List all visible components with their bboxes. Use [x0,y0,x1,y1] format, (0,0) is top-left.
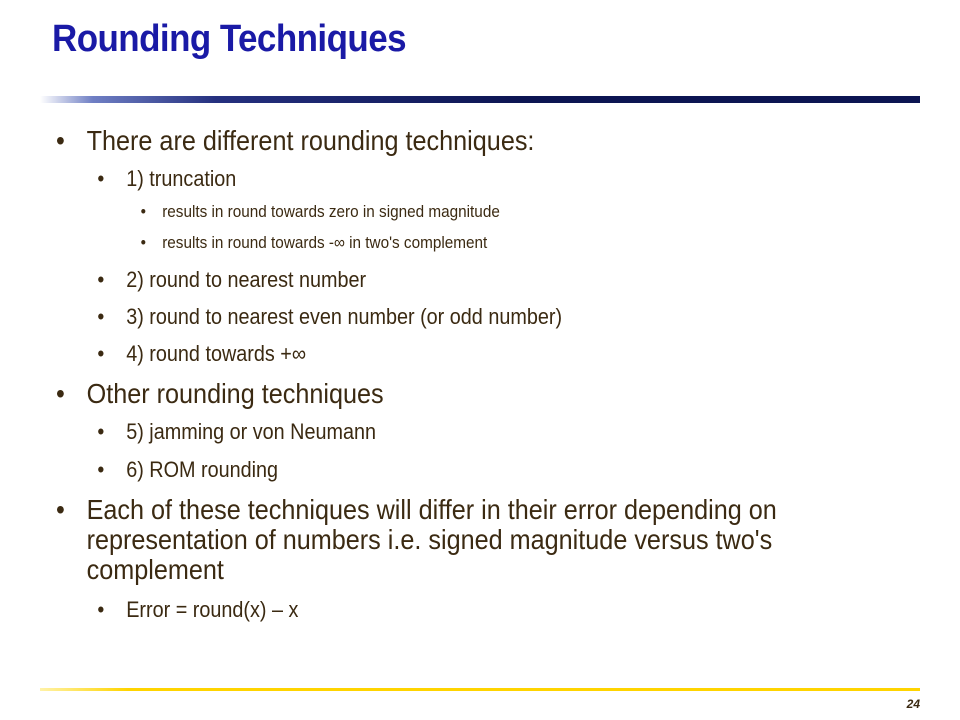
bullet-text: results in round towards zero in signed magnitude [162,202,500,221]
bullet-text: 6) ROM rounding [126,457,279,482]
bullet-item-level2 [56,597,821,623]
bullet-item-level2 [56,267,821,293]
bullet-glyph: • [56,378,65,409]
bullet-item-level1 [56,495,888,585]
title-divider [40,96,920,103]
bullet-glyph: • [56,125,65,156]
footer-divider [40,688,920,691]
page-number: 24 [906,697,920,711]
bullet-glyph: • [97,597,105,622]
bullet-text: There are different rounding techniques: [86,125,535,156]
bullet-item-level3 [56,233,821,253]
bullet-glyph: • [97,457,105,482]
bullet-list [56,120,906,623]
bullet-text: 1) truncation [126,166,237,191]
bullet-glyph: • [97,166,105,191]
bullet-glyph: • [56,494,65,525]
bullet-text: Each of these techniques will differ in their error depending on representation of numbers i.e. signed magnitude versus two's complement [86,494,777,585]
bullet-item-level1 [56,379,821,409]
bullet-item-level3 [56,202,821,222]
bullet-glyph: • [97,341,105,366]
bullet-glyph: • [140,233,146,252]
bullet-text: 5) jamming or von Neumann [126,419,377,444]
bullet-glyph: • [97,304,105,329]
bullet-item-level2 [56,166,821,192]
bullet-text: Error = round(x) – x [126,597,299,622]
bullet-glyph: • [140,202,146,221]
bullet-item-level2 [56,419,821,445]
bullet-glyph: • [97,267,105,292]
bullet-text: Other rounding techniques [86,378,384,409]
bullet-text: 4) round towards +∞ [126,341,306,366]
bullet-glyph: • [97,419,105,444]
bullet-item-level2 [56,341,821,367]
bullet-text: results in round towards -∞ in two's complement [162,233,488,252]
bullet-item-level2 [56,457,821,483]
bullet-item-level1 [56,126,821,156]
bullet-item-level2 [56,304,821,330]
slide-title: Rounding Techniques [52,18,406,60]
bullet-text: 3) round to nearest even number (or odd number) [126,304,563,329]
bullet-text: 2) round to nearest number [126,267,367,292]
